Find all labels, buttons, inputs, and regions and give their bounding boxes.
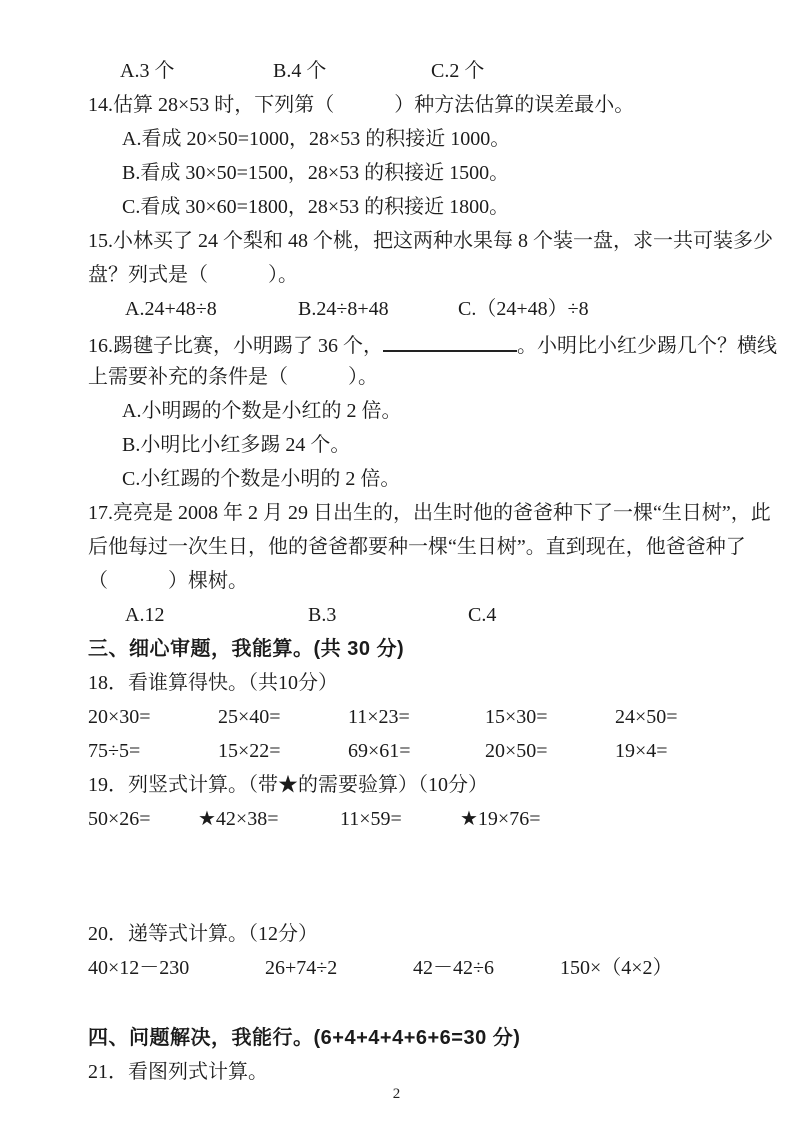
q15-stem-line2: 盘？列式是（ ）。 <box>88 264 298 286</box>
q14-option-c: C.看成 30×60=1800，28×53 的积接近 1800。 <box>122 196 510 218</box>
section-4-heading: 四、问题解决，我能行。(6+4+4+4+6+6=30 分) <box>88 1027 521 1049</box>
q14-stem: 14.估算 28×53 时，下列第（ ）种方法估算的误差最小。 <box>88 94 635 116</box>
q16-stem-after-blank: 。小明比小红少踢几个？横线 <box>517 335 777 357</box>
q17-stem-line3: （ ）棵树。 <box>88 570 248 592</box>
q18-eq-9: 20×50= <box>485 740 548 762</box>
q20-workspace <box>88 985 718 1021</box>
q17-option-b: B.3 <box>308 604 337 626</box>
q18-eq-2: 25×40= <box>218 706 281 728</box>
q16-option-a: A.小明踢的个数是小红的 2 倍。 <box>122 400 402 422</box>
q18-equations-row1 <box>88 700 718 734</box>
q13-options-row <box>88 54 718 88</box>
paper-content <box>88 54 777 1089</box>
q18-eq-4: 15×30= <box>485 706 548 728</box>
q18-equations-row2 <box>88 734 718 768</box>
q20-eq-2: 26+74÷2 <box>265 957 338 979</box>
q20-label: 20．递等式计算。（12分） <box>88 923 318 945</box>
q20-eq-4: 150×（4×2） <box>560 957 673 979</box>
q21-label: 21．看图列式计算。 <box>88 1061 268 1083</box>
q20-eq-3: 42－42÷6 <box>413 957 494 979</box>
q19-workspace <box>88 836 718 917</box>
q20-equations-row <box>88 951 718 985</box>
q19-eq-3: 11×59= <box>340 808 402 830</box>
q18-label: 18．看谁算得快。（共10分） <box>88 672 338 694</box>
q18-eq-8: 69×61= <box>348 740 411 762</box>
q15-option-c: C.（24+48）÷8 <box>458 298 589 320</box>
q18-eq-5: 24×50= <box>615 706 678 728</box>
q19-equations-row <box>88 802 718 836</box>
q13-option-b: B.4 个 <box>273 60 327 82</box>
section-3-heading: 三、细心审题，我能算。(共 30 分) <box>88 638 405 660</box>
q16-stem-line1 <box>88 326 777 360</box>
page-number: 2 <box>392 1086 401 1102</box>
q18-eq-1: 20×30= <box>88 706 151 728</box>
q16-fill-blank-line <box>383 326 517 352</box>
q15-options-row <box>88 292 718 326</box>
q17-stem-line1: 17.亮亮是 2008 年 2 月 29 日出生的，出生时他的爸爸种下了一棵“生日树”，此 <box>88 502 771 524</box>
q15-option-a: A.24+48÷8 <box>125 298 217 320</box>
q13-option-a: A.3 个 <box>120 60 175 82</box>
q18-eq-6: 75÷5= <box>88 740 141 762</box>
q17-options-row <box>88 598 718 632</box>
q16-stem-line2: 上需要补充的条件是（ ）。 <box>88 366 378 388</box>
q17-stem-line2: 后他每过一次生日，他的爸爸都要种一棵“生日树”。直到现在，他爸爸种了 <box>88 536 746 558</box>
q16-option-c: C.小红踢的个数是小明的 2 倍。 <box>122 468 401 490</box>
q19-eq-2-starred: ★42×38= <box>198 808 279 830</box>
q19-eq-1: 50×26= <box>88 808 151 830</box>
q19-label: 19．列竖式计算。（带★的需要验算）（10分） <box>88 774 488 796</box>
q18-eq-10: 19×4= <box>615 740 668 762</box>
q20-eq-1: 40×12－230 <box>88 957 190 979</box>
q17-option-a: A.12 <box>125 604 165 626</box>
q16-option-b: B.小明比小红多踢 24 个。 <box>122 434 351 456</box>
q19-eq-4-starred: ★19×76= <box>460 808 541 830</box>
q16-stem-before-blank: 16.踢毽子比赛，小明踢了 36 个， <box>88 335 383 357</box>
q15-option-b: B.24÷8+48 <box>298 298 389 320</box>
q13-option-c: C.2 个 <box>431 60 485 82</box>
q18-eq-7: 15×22= <box>218 740 281 762</box>
q14-option-a: A.看成 20×50=1000，28×53 的积接近 1000。 <box>122 128 511 150</box>
q14-option-b: B.看成 30×50=1500，28×53 的积接近 1500。 <box>122 162 510 184</box>
q17-option-c: C.4 <box>468 604 497 626</box>
q15-stem-line1: 15.小林买了 24 个梨和 48 个桃，把这两种水果每 8 个装一盘，求一共可装多少 <box>88 230 773 252</box>
q18-eq-3: 11×23= <box>348 706 410 728</box>
